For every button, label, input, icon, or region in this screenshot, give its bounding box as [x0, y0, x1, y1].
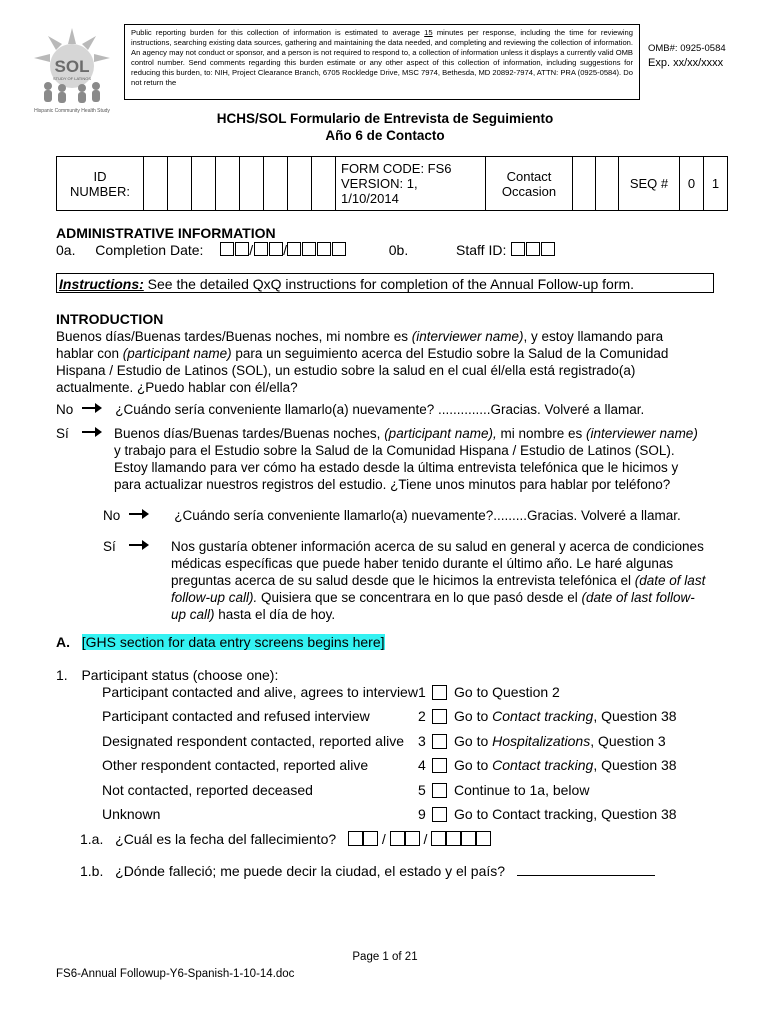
intro-placeholder: (interviewer name)	[411, 329, 524, 344]
q1-option[interactable]	[102, 806, 722, 831]
q1-option-label: Not contacted, reported deceased	[102, 781, 313, 798]
arrow-right-icon	[82, 427, 102, 437]
goto-text: , Question 3	[590, 732, 666, 749]
burden-minutes: 15	[424, 28, 433, 37]
date-sep: /	[381, 831, 386, 847]
si-text: mi nombre es	[496, 426, 587, 441]
id-number-label	[57, 157, 144, 211]
intro-placeholder: (participant name)	[122, 346, 232, 361]
q1-option-checkbox[interactable]	[432, 709, 447, 724]
q1-option-checkbox[interactable]	[432, 807, 447, 822]
q1-option-goto	[454, 757, 677, 773]
burden-text-2: minutes per response, including the time for reviewing instructions, searching existing data sources, gathering and maintaining the data needed, and completing and reviewing the collection of information. An agency may not conduct or sponsor, and a person is not required to respond to, a collection of information unless it displays a currently valid OMB control number. Send comments regarding this burden estimate or any other aspect of this collection of information, including suggestions for reducing this burden, to: NIH, Project Clearance Branch, 6705 Rockledge Drive, MSC 7974, Bethesda, MD 20892-7974, ATTN: PRA (0925-0584). Do not return the	[131, 28, 633, 87]
q1-option-label: Designated respondent contacted, reported alive	[102, 732, 404, 749]
intro-heading: INTRODUCTION	[56, 311, 164, 327]
q1-option[interactable]	[102, 733, 722, 758]
q1-option[interactable]	[102, 757, 722, 782]
section-a-header	[56, 634, 385, 650]
q1-option[interactable]	[102, 684, 722, 708]
arrow-right-icon	[129, 540, 149, 550]
si-placeholder: (interviewer name)	[586, 426, 698, 441]
q1-options	[102, 684, 722, 831]
logo-text: SOL	[54, 57, 90, 76]
q1-option[interactable]	[102, 708, 722, 733]
si-text: Estoy llamando para ver cómo ha estado desde la última entrevista telefónica que le hicimos y	[114, 460, 679, 475]
goto-text: Go to	[454, 732, 493, 749]
goto-text: Go to	[454, 708, 493, 724]
intro-text: Buenos días/Buenas tardes/Buenas noches, mi nombre es	[56, 329, 412, 344]
q1-option-checkbox[interactable]	[432, 734, 447, 749]
q1-option-code: 3	[418, 732, 426, 749]
q1-option-goto	[454, 806, 677, 822]
burden-statement	[124, 24, 640, 100]
id-table	[56, 156, 728, 211]
q1-option-code: 1	[418, 684, 426, 700]
intro-text: Hispana / Estudio de Latinos (SOL), un estudio sobre la salud en el cual él/ella está registrado(a)	[56, 363, 636, 378]
form-code-cell	[336, 157, 486, 211]
no2-text: ¿Cuándo sería conveniente llamarlo(a) nuevamente?.........Gracias. Volveré a llamar.	[174, 508, 681, 523]
q1-number: 1.	[56, 667, 68, 683]
intro-si-branch	[56, 425, 102, 442]
q1-prompt: Participant status (choose one):	[81, 667, 279, 683]
si-text: para actualizar nuestros registros del estudio. ¿Tiene unos minutos para hablar por teléfono?	[114, 477, 671, 492]
q1-option-goto	[454, 782, 589, 798]
footer-filename: FS6-Annual Followup-Y6-Spanish-1-10-14.doc	[56, 968, 295, 980]
si2-placeholder: (date of last follow-	[581, 590, 695, 605]
q1b-number: 1.b.	[80, 863, 104, 879]
si2-text: hasta el día de hoy.	[214, 607, 336, 622]
arrow-right-icon	[129, 509, 149, 519]
staff-id-field[interactable]	[510, 242, 555, 258]
date-sep: /	[249, 242, 254, 258]
no-text: ¿Cuándo sería conveniente llamarlo(a) nuevamente? ..............Gracias. Volveré a llamar.	[115, 402, 645, 417]
si2-text: preguntas acerca de su salud desde que le hicimos la entrevista telefónica el	[171, 573, 635, 588]
q1-option[interactable]	[102, 782, 722, 807]
si-text: y trabajo para el Estudio sobre la Salud de la Comunidad Hispana / Estudio de Latinos (SOL).	[114, 443, 675, 458]
si2-placeholder: follow-up call).	[171, 590, 258, 605]
q0a-label: Completion Date:	[95, 242, 204, 258]
q1-prompt-row	[56, 667, 278, 683]
si2-label: Sí	[103, 539, 116, 554]
seq-digit: 0	[680, 157, 704, 211]
q1-option-label: Other respondent contacted, reported alive	[102, 757, 369, 773]
id-digit-box[interactable]	[216, 157, 240, 211]
form-version-date: 1/10/2014	[341, 191, 399, 206]
id-digit-box[interactable]	[144, 157, 168, 211]
q1a-text: ¿Cuál es la fecha del fallecimiento?	[115, 831, 337, 847]
id-label-line2: NUMBER:	[70, 183, 130, 199]
date-sep: /	[423, 831, 428, 847]
q1b-row	[80, 863, 655, 879]
q1-option-checkbox[interactable]	[432, 783, 447, 798]
q1-option-label: Participant contacted and refused interview	[102, 708, 370, 724]
id-digit-box[interactable]	[192, 157, 216, 211]
goto-text: , Question 38	[593, 757, 677, 773]
intro-text: hablar con	[56, 346, 123, 361]
si2-text: Quisiera que se concentrara en lo que pasó desde el	[257, 590, 582, 605]
q0b-label: Staff ID:	[456, 242, 507, 258]
q1-option-label: Unknown	[102, 806, 161, 822]
si2-text: Nos gustaría obtener información acerca de su salud en general y acerca de condiciones	[171, 539, 704, 554]
q1-option-checkbox[interactable]	[432, 685, 447, 700]
si-no-branch	[103, 507, 681, 524]
form-subtitle: Año 6 de Contacto	[325, 128, 445, 143]
date-sep: /	[283, 242, 287, 258]
contact-occasion-label	[486, 157, 573, 211]
q1-option-code: 4	[418, 757, 426, 773]
si-text: Buenos días/Buenas tardes/Buenas noches,	[114, 426, 385, 441]
goto-target: Hospitalizations	[492, 732, 591, 749]
si-paragraph	[114, 425, 698, 493]
seq-digit: 1	[704, 157, 728, 211]
form-title: HCHS/SOL Formulario de Entrevista de Seguimiento	[216, 111, 554, 126]
si2-placeholder: up call)	[171, 607, 215, 622]
id-label-line1: ID	[93, 168, 107, 184]
si-label: Sí	[56, 426, 69, 441]
q1-option-goto	[454, 733, 666, 749]
contact-line2: Occasion	[501, 183, 557, 199]
form-version: VERSION: 1,	[341, 176, 418, 191]
contact-occasion-box[interactable]	[573, 157, 596, 211]
goto-target: Contact tracking	[492, 757, 594, 773]
intro-no-branch	[56, 401, 644, 418]
id-digit-box[interactable]	[168, 157, 192, 211]
si2-paragraph	[171, 538, 705, 623]
instructions-text: See the detailed QxQ instructions for completion of the Annual Follow-up form.	[143, 276, 635, 292]
death-place-input[interactable]	[517, 863, 655, 876]
goto-text: , Question 38	[593, 708, 677, 724]
section-a-label: A.	[56, 634, 70, 650]
contact-occasion-box[interactable]	[596, 157, 619, 211]
goto-text: Go to	[454, 757, 493, 773]
si2-text: médicas específicas que puede haber tenido durante el último año. Le haré algunas	[171, 556, 674, 571]
section-a-highlight: [GHS section for data entry screens begins here]	[81, 634, 385, 650]
goto-target: Contact tracking	[492, 708, 594, 724]
omb-block	[648, 42, 726, 70]
contact-line1: Contact	[506, 168, 552, 184]
q0a-number: 0a.	[56, 242, 76, 258]
completion-date-field[interactable]	[219, 242, 347, 258]
intro-text: , y estoy llamando para	[523, 329, 664, 344]
goto-text: Go to Question 2	[454, 684, 560, 700]
goto-text: Continue to 1a, below	[454, 781, 590, 798]
q1-option-checkbox[interactable]	[432, 758, 447, 773]
burden-text-1: Public reporting burden for this collection of information is estimated to average	[131, 28, 425, 37]
id-digit-box[interactable]	[288, 157, 312, 211]
q1-option-code: 2	[418, 708, 426, 724]
intro-paragraph	[56, 328, 716, 396]
intro-text: para un seguimiento acerca del Estudio sobre la Salud de la Comunidad	[231, 346, 669, 361]
instructions-label: Instructions:	[59, 276, 144, 292]
page-number: Page 1 of 21	[352, 951, 418, 963]
admin-heading: ADMINISTRATIVE INFORMATION	[56, 225, 276, 241]
logo-subtext: STUDY OF LATINOS	[52, 76, 92, 81]
id-digit-box[interactable]	[264, 157, 288, 211]
q1-option-code: 5	[418, 781, 426, 798]
si-placeholder: (participant name),	[384, 426, 497, 441]
q1-option-goto	[454, 684, 560, 700]
si-si-branch	[103, 538, 149, 555]
q1-option-label: Participant contacted and alive, agrees to interview	[102, 684, 418, 700]
logo-caption: Hispanic Community Health Study	[34, 108, 110, 114]
id-digit-box[interactable]	[312, 157, 336, 211]
admin-row	[56, 242, 555, 258]
q1b-text: ¿Dónde falleció; me puede decir la ciudad, el estado y el país?	[115, 863, 506, 879]
form-code: FORM CODE: FS6	[341, 161, 452, 176]
omb-number: OMB#: 0925-0584	[648, 43, 726, 54]
no2-label: No	[103, 508, 121, 523]
intro-text: actualmente. ¿Puedo hablar con él/ella?	[56, 380, 298, 395]
q0b-number: 0b.	[388, 242, 409, 258]
q1a-number: 1.a.	[80, 831, 104, 847]
instructions-box	[56, 273, 714, 293]
goto-text: Go to Contact tracking, Question 38	[454, 806, 677, 822]
id-digit-box[interactable]	[240, 157, 264, 211]
death-date-field[interactable]	[348, 831, 491, 847]
si2-placeholder: (date of last	[634, 573, 706, 588]
sol-logo	[26, 26, 118, 116]
q1-option-code: 9	[418, 806, 426, 822]
arrow-right-icon	[82, 403, 102, 413]
seq-label: SEQ #	[619, 157, 680, 211]
no-label: No	[56, 402, 74, 417]
omb-expiration: Exp. xx/xx/xxxx	[648, 57, 724, 69]
q1-option-goto	[454, 708, 677, 724]
q1a-row	[80, 831, 491, 847]
